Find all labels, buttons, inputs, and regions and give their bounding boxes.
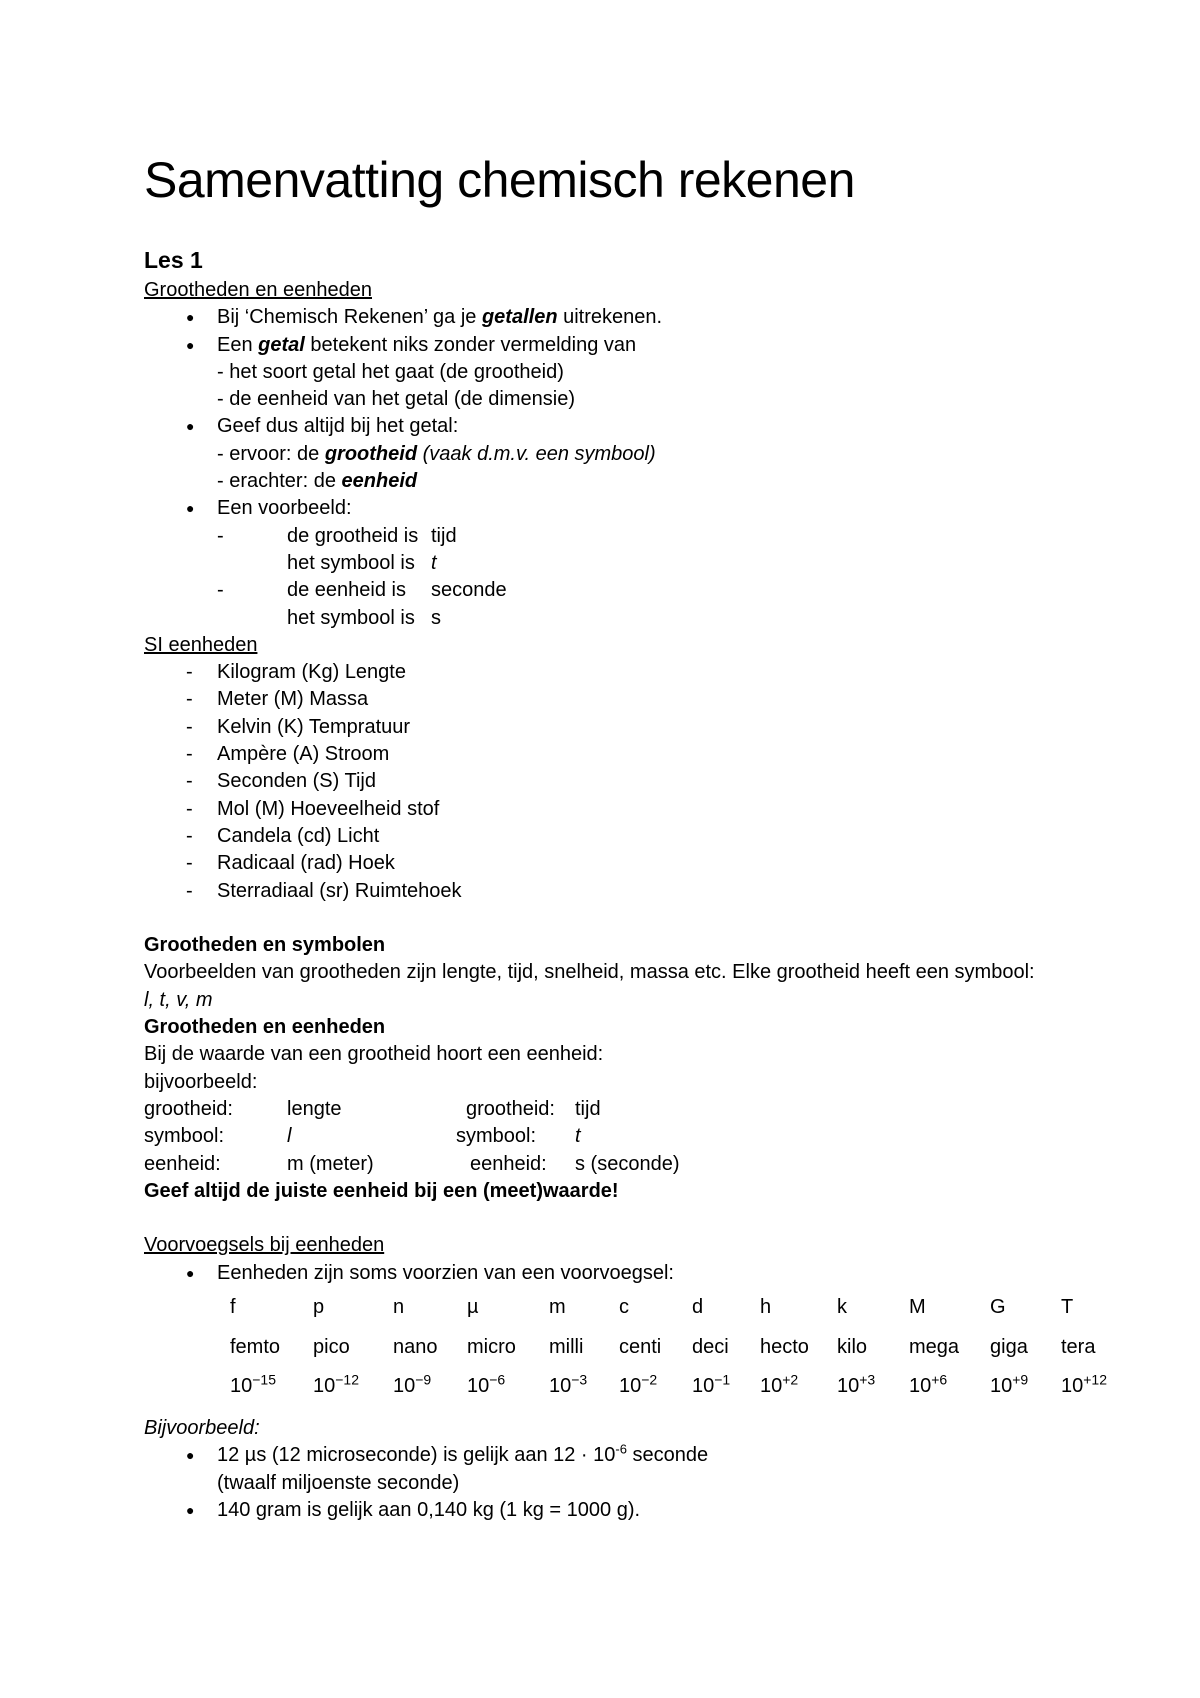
- prefix-name: femto: [230, 1335, 281, 1358]
- list-item-text: Kelvin (K) Tempratuur: [217, 715, 411, 738]
- power-base: 10: [692, 1374, 715, 1397]
- example-label: het symbool is: [287, 551, 415, 574]
- paragraph: Voorbeelden van grootheden zijn lengte, tijd, snelheid, massa etc. Elke grootheid heeft een symbool:: [144, 961, 1035, 984]
- dash-marker: -: [186, 797, 193, 820]
- list-item-text: Kilogram (Kg) Lengte: [217, 661, 406, 684]
- bullet-emphasis: grootheid: [324, 442, 418, 465]
- prefix-power: [990, 1367, 1070, 1405]
- prefix-column: [760, 1287, 840, 1405]
- prefix-column: [393, 1287, 473, 1405]
- prefix-column: [230, 1287, 310, 1405]
- prefix-power: [1061, 1367, 1141, 1405]
- example-value: s: [431, 606, 441, 629]
- example-row: [144, 550, 1144, 577]
- prefix-symbol: m: [549, 1295, 566, 1318]
- power-exponent: +3: [859, 1371, 876, 1388]
- power-exponent: −1: [714, 1371, 731, 1388]
- prefix-column: [467, 1287, 547, 1405]
- grid-value: tijd: [575, 1097, 601, 1120]
- paragraph: Bij de waarde van een grootheid hoort een eenheid:: [144, 1043, 604, 1066]
- prefix-name: giga: [990, 1335, 1028, 1358]
- bullet-text: Een: [217, 333, 259, 356]
- list-item: [144, 850, 1144, 877]
- power-base: 10: [1061, 1374, 1084, 1397]
- document-body: [144, 244, 1144, 1524]
- section-heading: Voorvoegsels bij eenheden: [144, 1234, 385, 1257]
- dash-marker: -: [217, 524, 224, 547]
- grid-value: l: [287, 1125, 292, 1148]
- symbol-list: l, t, v, m: [144, 988, 213, 1011]
- bullet-text: Geef dus altijd bij het getal:: [217, 415, 459, 438]
- list-item-text: Seconden (S) Tijd: [217, 770, 376, 793]
- bullet-text: 12 µs (12 microseconde) is gelijk aan 12 · 10: [217, 1444, 616, 1467]
- power-base: 10: [313, 1374, 336, 1397]
- prefix-power: [230, 1367, 310, 1405]
- prefix-name: milli: [549, 1335, 584, 1358]
- dash-marker: -: [186, 688, 193, 711]
- prefix-symbol: k: [837, 1295, 847, 1318]
- bullet-icon: ●: [186, 1501, 195, 1518]
- bullet-text: - erachter: de: [217, 470, 342, 493]
- example-value: seconde: [431, 579, 507, 602]
- example-row: [144, 577, 1144, 604]
- prefix-power: [837, 1367, 917, 1405]
- prefix-name: centi: [619, 1335, 662, 1358]
- bullet-emphasis: getal: [258, 333, 305, 356]
- exponent: -6: [615, 1441, 627, 1457]
- prefix-symbol: d: [692, 1295, 704, 1318]
- dash-marker: -: [217, 579, 224, 602]
- bullet-icon: ●: [186, 336, 195, 353]
- prefix-name: deci: [692, 1335, 729, 1358]
- prefix-column: [990, 1287, 1070, 1405]
- grid-label: symbool:: [456, 1125, 537, 1148]
- power-exponent: −6: [489, 1371, 506, 1388]
- bullet-emphasis: eenheid: [341, 470, 418, 493]
- dash-marker: -: [186, 743, 193, 766]
- bullet-text: - ervoor: de: [217, 442, 325, 465]
- dash-marker: -: [186, 770, 193, 793]
- example-label: het symbool is: [287, 606, 415, 629]
- prefix-power: [313, 1367, 393, 1405]
- grid-label: symbool:: [144, 1125, 225, 1148]
- prefix-symbol: h: [760, 1295, 772, 1318]
- power-base: 10: [549, 1374, 572, 1397]
- prefix-power: [549, 1367, 629, 1405]
- example-label: Bijvoorbeeld:: [144, 1416, 260, 1439]
- example-row: [144, 605, 1144, 632]
- bullet-icon: ●: [186, 1447, 195, 1464]
- power-exponent: −12: [335, 1371, 359, 1388]
- section-heading: Grootheden en eenheden: [144, 279, 372, 301]
- power-base: 10: [909, 1374, 932, 1397]
- prefix-name: micro: [467, 1335, 516, 1358]
- prefix-symbol: n: [393, 1295, 405, 1318]
- bullet-text: seconde: [626, 1444, 709, 1467]
- prefix-name: tera: [1061, 1335, 1096, 1358]
- power-base: 10: [837, 1374, 860, 1397]
- power-exponent: +12: [1083, 1371, 1107, 1388]
- example-row: [144, 523, 1144, 550]
- list-item: [144, 659, 1144, 686]
- bullet-item: [144, 332, 1144, 359]
- power-base: 10: [467, 1374, 490, 1397]
- prefix-name: kilo: [837, 1335, 868, 1358]
- important-note: Geef altijd de juiste eenheid bij een (meet)waarde!: [144, 1179, 619, 1202]
- prefix-column: [313, 1287, 393, 1405]
- grid-value: m (meter): [287, 1152, 374, 1175]
- example-grid-row: [144, 1096, 1144, 1123]
- grid-label: grootheid:: [144, 1097, 233, 1120]
- prefix-symbol: µ: [467, 1295, 479, 1318]
- paragraph: bijvoorbeeld:: [144, 1070, 258, 1093]
- bullet-item: [144, 413, 1144, 440]
- power-base: 10: [230, 1374, 253, 1397]
- dash-marker: -: [186, 824, 193, 847]
- example-label: de grootheid is: [287, 524, 419, 547]
- bullet-item: [144, 1497, 1144, 1524]
- prefix-column: [619, 1287, 699, 1405]
- list-item-text: Ampère (A) Stroom: [217, 743, 390, 766]
- prefix-power: [467, 1367, 547, 1405]
- dash-marker: -: [186, 661, 193, 684]
- prefix-column: [1061, 1287, 1141, 1405]
- example-value: tijd: [431, 524, 457, 547]
- prefix-column: [909, 1287, 989, 1405]
- prefix-name: nano: [393, 1335, 438, 1358]
- list-item: [144, 823, 1144, 850]
- prefix-name: pico: [313, 1335, 350, 1358]
- power-exponent: +6: [931, 1371, 948, 1388]
- example-value: t: [431, 551, 437, 574]
- grid-value: s (seconde): [575, 1152, 680, 1175]
- bullet-text: Eenheden zijn soms voorzien van een voorvoegsel:: [217, 1261, 674, 1284]
- power-base: 10: [760, 1374, 783, 1397]
- bullet-icon: ●: [186, 418, 195, 435]
- bullet-text: Een voorbeeld:: [217, 497, 352, 520]
- section-heading: Grootheden en symbolen: [144, 934, 386, 957]
- power-base: 10: [393, 1374, 416, 1397]
- list-item: [144, 878, 1144, 905]
- grid-value: t: [575, 1125, 581, 1148]
- prefix-symbol: c: [619, 1295, 629, 1318]
- prefix-column: [549, 1287, 629, 1405]
- prefix-name: mega: [909, 1335, 960, 1358]
- prefix-power: [619, 1367, 699, 1405]
- bullet-item: [144, 1442, 1144, 1469]
- list-item: [144, 714, 1144, 741]
- bullet-emphasis: getallen: [481, 306, 558, 329]
- bullet-subline: [144, 468, 1144, 495]
- bullet-subline: - het soort getal het gaat (de grootheid): [217, 360, 564, 383]
- power-exponent: +2: [782, 1371, 799, 1388]
- bullet-note: (vaak d.m.v. een symbool): [417, 442, 656, 465]
- list-item-text: Mol (M) Hoeveelheid stof: [217, 797, 440, 820]
- bullet-text: uitrekenen.: [557, 306, 663, 329]
- example-grid-row: [144, 1123, 1144, 1150]
- list-item-text: Sterradiaal (sr) Ruimtehoek: [217, 879, 462, 902]
- example-grid-row: [144, 1151, 1144, 1178]
- list-item-text: Candela (cd) Licht: [217, 824, 380, 847]
- bullet-subline: - de eenheid van het getal (de dimensie): [217, 388, 576, 411]
- power-exponent: +9: [1012, 1371, 1029, 1388]
- bullet-text: 140 gram is gelijk aan 0,140 kg (1 kg = 1000 g).: [217, 1498, 641, 1521]
- bullet-item: [144, 1260, 1144, 1287]
- power-exponent: −15: [252, 1371, 276, 1388]
- prefix-symbol: T: [1061, 1295, 1074, 1318]
- prefix-power: [760, 1367, 840, 1405]
- list-item: [144, 686, 1144, 713]
- bullet-icon: ●: [186, 500, 195, 517]
- bullet-subline: (twaalf miljoenste seconde): [217, 1471, 460, 1494]
- grid-label: eenheid:: [144, 1152, 221, 1175]
- prefix-symbol: G: [990, 1295, 1006, 1318]
- prefix-table: [144, 1287, 1144, 1415]
- list-item-text: Radicaal (rad) Hoek: [217, 852, 395, 875]
- section-heading: SI eenheden: [144, 633, 258, 656]
- list-item: [144, 768, 1144, 795]
- prefix-symbol: f: [230, 1295, 236, 1318]
- list-item: [144, 796, 1144, 823]
- list-item-text: Meter (M) Massa: [217, 688, 369, 711]
- dash-marker: -: [186, 879, 193, 902]
- lesson-heading: Les 1: [144, 247, 203, 273]
- list-item: [144, 741, 1144, 768]
- prefix-power: [909, 1367, 989, 1405]
- section-heading: Grootheden en eenheden: [144, 1016, 386, 1039]
- example-label: de eenheid is: [287, 579, 406, 602]
- prefix-name: hecto: [760, 1335, 809, 1358]
- power-exponent: −9: [415, 1371, 432, 1388]
- si-list: [144, 659, 1144, 905]
- dash-marker: -: [186, 852, 193, 875]
- prefix-symbol: M: [909, 1295, 926, 1318]
- power-exponent: −3: [571, 1371, 588, 1388]
- power-exponent: −2: [641, 1371, 658, 1388]
- bullet-icon: ●: [186, 1264, 195, 1281]
- grid-label: eenheid:: [470, 1152, 547, 1175]
- spacer: [144, 1205, 1144, 1232]
- bullet-item: [144, 304, 1144, 331]
- bullet-text: Bij ‘Chemisch Rekenen’ ga je: [217, 306, 482, 329]
- bullet-item: [144, 495, 1144, 522]
- document-title: Samenvatting chemisch rekenen: [144, 152, 855, 208]
- bullet-text: betekent niks zonder vermelding van: [304, 333, 637, 356]
- prefix-column: [837, 1287, 917, 1405]
- power-base: 10: [619, 1374, 642, 1397]
- grid-label: grootheid:: [466, 1097, 555, 1120]
- grid-value: lengte: [287, 1097, 342, 1120]
- bullet-subline: [144, 441, 1144, 468]
- power-base: 10: [990, 1374, 1013, 1397]
- prefix-symbol: p: [313, 1295, 325, 1318]
- bullet-icon: ●: [186, 309, 195, 326]
- prefix-power: [393, 1367, 473, 1405]
- dash-marker: -: [186, 715, 193, 738]
- spacer: [144, 905, 1144, 932]
